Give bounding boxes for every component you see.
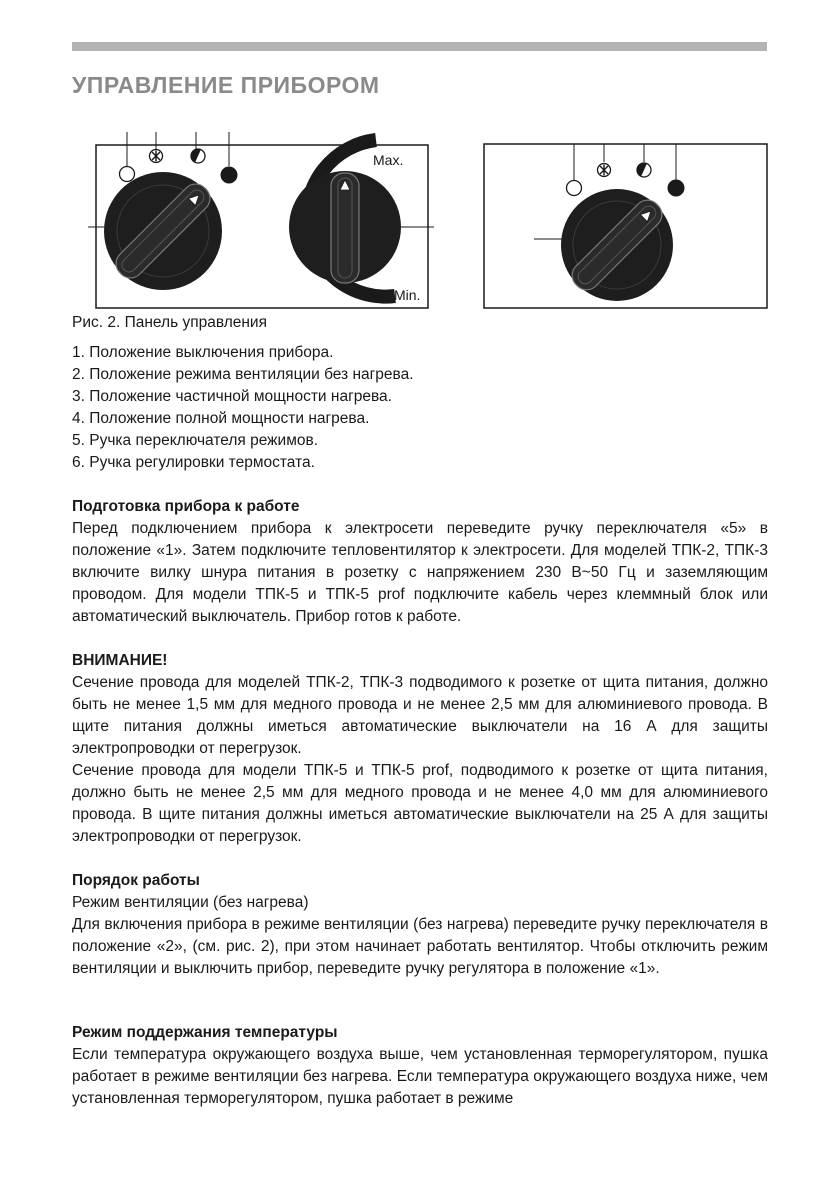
- section-body: Если температура окружающего воздуха выше, чем установленная терморегулятором, пушка работает в режиме вентиляции без нагрева. Если температура окружающего воздуха ниже, чем установленная терморегулятором, пушка работает в режиме: [72, 1046, 768, 1107]
- section-body: Для включения прибора в режиме вентиляции (без нагрева) переведите ручку переключателя в положение «2», (см. рис. 2), при этом начинает работать вентилятор. Чтобы отключить режим вентиляции и выключить прибор, переведите ручку регулятора в положение «1».: [72, 916, 768, 977]
- mode-switch-knob: [104, 172, 222, 290]
- preparation-section: [72, 496, 768, 628]
- section-subheading: Режим вентиляции (без нагрева): [72, 894, 309, 911]
- section-body: Перед подключением прибора к электросети переведите ручку переключателя «5» в положение «1». Затем подключите тепловентилятор к электросети. Для моделей ТПК-2, ТПК-3 включите вилку шнура питания в розетку с напряжением 230 В~50 Гц и заземляющим проводом. Для модели ТПК-5 и ТПК-5 prof подключите кабель через клеммный блок или автоматический выключатель. Прибор готов к работе.: [72, 520, 768, 625]
- section-heading: Режим поддержания температуры: [72, 1024, 338, 1041]
- full-circle-icon: [668, 180, 685, 197]
- fan-icon: [598, 164, 611, 177]
- list-item: 6. Ручка регулировки термостата.: [72, 454, 315, 471]
- mode-switch-knob-right: [561, 189, 673, 301]
- list-item: 5. Ручка переключателя режимов.: [72, 432, 319, 449]
- header-rule: [72, 42, 767, 51]
- list-item: 2. Положение режима вентиляции без нагрева.: [72, 366, 414, 383]
- section-body: Сечение провода для моделей ТПК-2, ТПК-3 подводимого к розетке от щита питания, должно быть не менее 1,5 мм для медного провода и не менее 2,5 мм для алюминиевого провода. В щите питания должны иметься автоматические выключатели на 16 А для защиты электропроводки от перегрузок.: [72, 674, 768, 757]
- warning-section: [72, 650, 768, 848]
- thermostat-knob: [289, 171, 401, 283]
- max-label: Max.: [373, 152, 404, 168]
- half-circle-icon: [191, 149, 205, 163]
- section-body: Сечение провода для модели ТПК-5 и ТПК-5 prof, подводимого к розетке от щита питания, должно быть не менее 2,5 мм для медного провода и не менее 4,0 мм для алюминиевого провода. В щите питания должны иметься автоматические выключатели на 25 А для защиты электропроводки от перегрузок.: [72, 762, 768, 845]
- temperature-section: [72, 1022, 768, 1110]
- off-circle-icon: [567, 181, 582, 196]
- half-circle-icon: [637, 163, 651, 177]
- section-heading: ВНИМАНИЕ!: [72, 652, 168, 669]
- full-circle-icon: [221, 167, 238, 184]
- min-label: Min.: [394, 287, 421, 303]
- list-item: 1. Положение выключения прибора.: [72, 344, 334, 361]
- page-title: УПРАВЛЕНИЕ ПРИБОРОМ: [72, 72, 380, 98]
- off-circle-icon: [120, 167, 135, 182]
- figure-caption: Рис. 2. Панель управления: [72, 314, 267, 331]
- list-item: 4. Положение полной мощности нагрева.: [72, 410, 370, 427]
- operation-section: [72, 870, 768, 980]
- section-heading: Подготовка прибора к работе: [72, 498, 300, 515]
- fan-icon: [150, 150, 163, 163]
- control-panel-figure: [0, 128, 839, 314]
- legend-list: [72, 342, 414, 474]
- section-heading: Порядок работы: [72, 872, 200, 889]
- list-item: 3. Положение частичной мощности нагрева.: [72, 388, 392, 405]
